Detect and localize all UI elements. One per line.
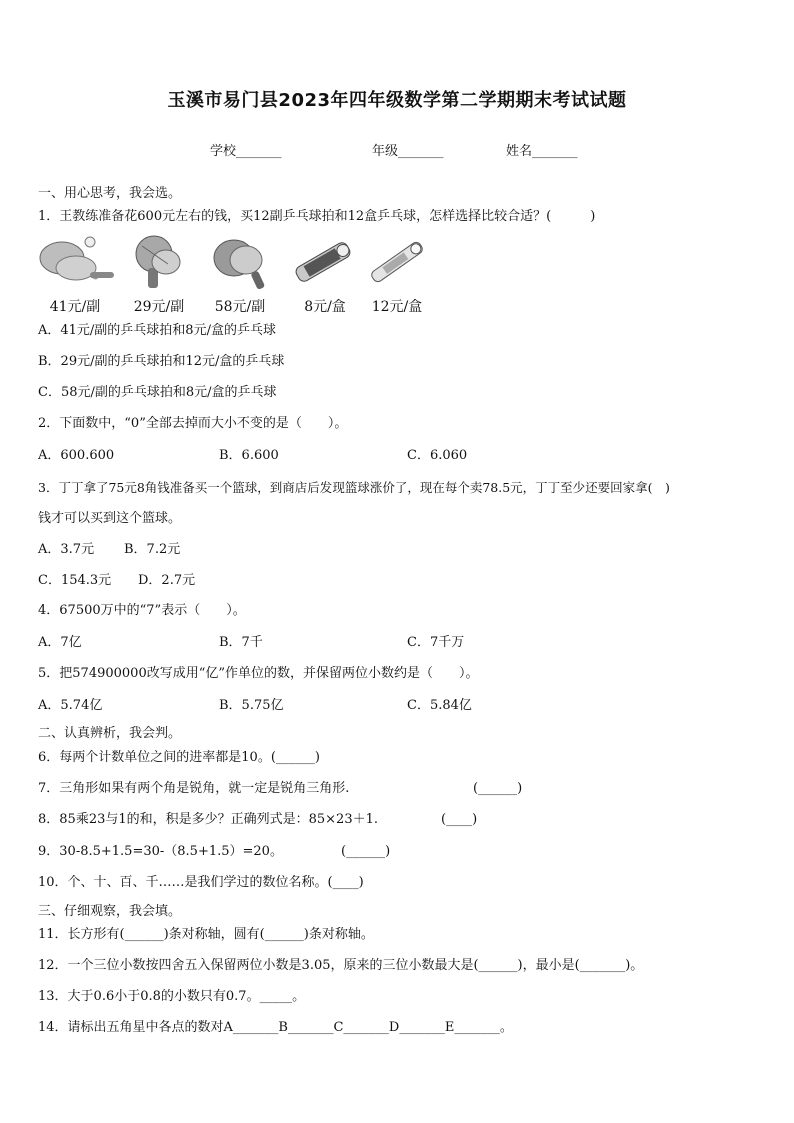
q3-option-d[interactable]: D．2.7元 [138,573,196,588]
price-label: 8元/盒 [304,299,346,315]
question-7: 7．三角形如果有两个角是锐角，就一定是锐角三角形. [38,781,350,796]
question-1: 1．王教练准备花600元左右的钱，买12副乒乓球拍和12盒乒乓球，怎样选择比较合适？( ) [38,209,596,224]
section-1-heading: 一、用心思考，我会选。 [38,186,182,201]
ball-tube-icon [290,232,356,292]
question-9: 9．30-8.5+1.5=30-（8.5+1.5）=20。 [38,844,283,859]
q4-option-a[interactable]: A．7亿 [38,635,82,650]
question-10: 10．个、十、百、千……是我们学过的数位名称。(____) [38,875,364,890]
question-4: 4．67500万中的“7”表示（ ）。 [38,603,246,618]
price-label: 58元/副 [214,299,266,315]
q1-option-b[interactable]: B．29元/副的乒乓球拍和12元/盒的乒乓球 [38,354,285,369]
q3-option-b[interactable]: B．7.2元 [124,542,181,557]
section-2-heading: 二、认真辨析，我会判。 [38,726,182,741]
question-3-line-2: 钱才可以买到这个篮球。 [38,511,182,526]
ping-pong-paddles-icon [36,232,116,292]
ping-pong-paddle-icon [210,232,270,292]
q5-option-a[interactable]: A．5.74亿 [38,698,103,713]
q5-option-b[interactable]: B．5.75亿 [219,698,284,713]
q4-option-c[interactable]: C．7千万 [407,635,465,650]
name-field[interactable]: 姓名_______ [506,144,578,159]
price-label: 41元/副 [49,299,101,315]
q3-option-c[interactable]: C．154.3元 [38,573,112,588]
q8-answer-blank[interactable]: (____) [441,812,478,827]
question-13: 13．大于0.6小于0.8的小数只有0.7。_____。 [38,989,306,1004]
question-8: 8．85乘23与1的和，积是多少？正确列式是：85×23＋1. [38,812,379,827]
q7-answer-blank[interactable]: (______) [473,781,523,796]
q9-answer-blank[interactable]: (______) [341,844,391,859]
question-11: 11．长方形有(______)条对称轴，圆有(______)条对称轴。 [38,927,374,942]
q5-option-c[interactable]: C．5.84亿 [407,698,472,713]
section-3-heading: 三、仔细观察，我会填。 [38,904,182,919]
q2-option-c[interactable]: C．6.060 [407,448,468,463]
q2-option-b[interactable]: B．6.600 [219,448,279,463]
q1-option-a[interactable]: A．41元/副的乒乓球拍和8元/盒的乒乓球 [38,323,276,338]
question-3-line-1: 3．丁丁拿了75元8角钱准备买一个篮球，到商店后发现篮球涨价了，现在每个卖78.5元，丁丁至少还要回家拿( ) [38,480,670,495]
q1-option-c[interactable]: C．58元/副的乒乓球拍和8元/盒的乒乓球 [38,385,277,400]
grade-field[interactable]: 年级_______ [372,144,444,159]
question-12: 12．一个三位小数按四舍五入保留两位小数是3.05，原来的三位小数最大是(______)，最小是(_______)。 [38,958,644,973]
question-6: 6．每两个计数单位之间的进率都是10。(______) [38,750,320,765]
question-5: 5．把574900000改写成用“亿”作单位的数，并保留两位小数约是（ ）。 [38,666,479,681]
ball-tube-icon [364,232,430,292]
q4-option-b[interactable]: B．7千 [219,635,263,650]
q3-option-a[interactable]: A．3.7元 [38,542,95,557]
school-field[interactable]: 学校_______ [210,144,282,159]
ping-pong-paddle-icon [128,232,186,292]
page-title: 玉溪市易门县2023年四年级数学第二学期期末考试试题 [167,90,627,111]
price-label: 12元/盒 [371,299,423,315]
question-2: 2．下面数中，“0”全部去掉而大小不变的是（ ）。 [38,416,348,431]
q2-option-a[interactable]: A．600.600 [38,448,115,463]
question-14: 14．请标出五角星中各点的数对A_______B_______C_______D_______E_______。 [38,1020,513,1035]
price-label: 29元/副 [133,299,185,315]
